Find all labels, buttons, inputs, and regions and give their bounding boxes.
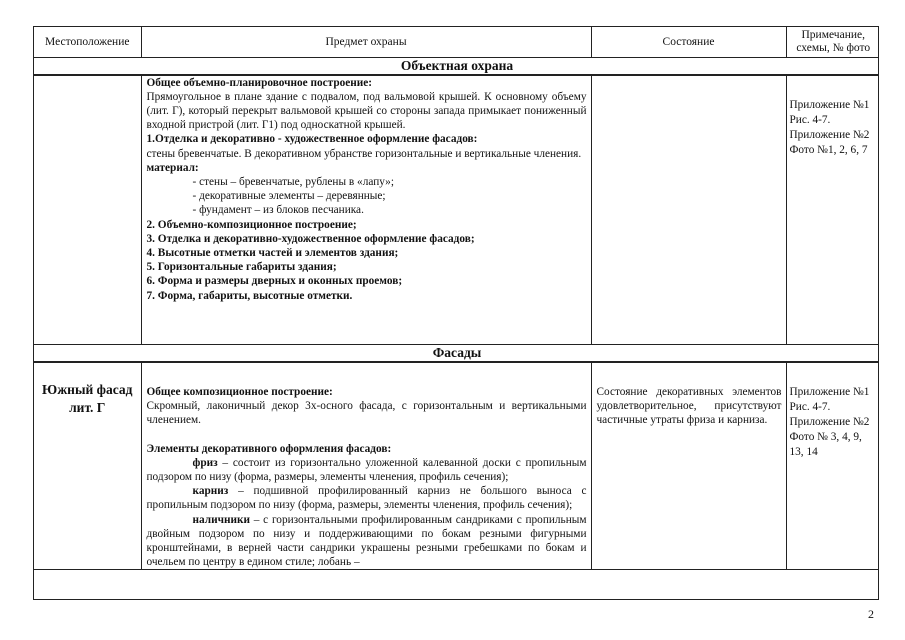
state-cell xyxy=(591,75,786,345)
note-line: Приложение №1 xyxy=(789,386,870,398)
table-row xyxy=(34,75,879,345)
list-item: 7. Форма, габариты, высотные отметки. xyxy=(146,289,353,302)
note-line: Приложение №1 xyxy=(789,98,870,111)
general-heading: Общее объемно-планировочное построение: xyxy=(146,76,373,89)
header-state: Состояние xyxy=(591,27,786,57)
item-heading: 1.Отделка и декоративно - художественное оформление фасадов: xyxy=(146,133,478,146)
list-item: 4. Высотные отметки частей и элементов здания; xyxy=(146,246,399,259)
page-number: 2 xyxy=(868,607,874,621)
cornice-text: – подшивной профилированный карниз не большого выноса с пропильным подзором по низу (форма, размеры, элементы членения, профиль сечения); xyxy=(146,485,587,512)
frieze-paragraph xyxy=(147,456,587,484)
location-cell: Южный фасад лит. Г xyxy=(34,362,141,570)
cornice-paragraph xyxy=(147,484,587,512)
note-line: Приложение №2 xyxy=(789,128,870,141)
elements-heading: Элементы декоративного оформления фасадов: xyxy=(146,442,392,455)
location-cell xyxy=(34,75,141,345)
note-line: Рис. 4-7. xyxy=(789,113,831,126)
protection-table xyxy=(34,27,879,570)
general-text: Прямоугольное в плане здание с подвалом, под вальмовой крышей. К основному объему (лит. Г), который перекрыт вальмовой крышей со стороны запада примыкает пониженный входной пристрой (лит. Г1) под односкатной крышей. xyxy=(146,90,587,132)
cornice-term: карниз xyxy=(192,485,229,498)
list-item: 3. Отделка и декоративно-художественное оформление фасадов; xyxy=(146,232,475,245)
header-notes: Примечание, схемы, № фото xyxy=(786,27,879,57)
note-line: Фото №1, 2, 6, 7 xyxy=(789,143,868,156)
state-cell xyxy=(591,362,786,570)
trim-text: – с горизонтальными профилированным сандриками с пропильным двойным подзором по низу и поддерживающими по бокам резными фигурными кронштейнами, в верней части сандрики украшены резными гребешками по бокам и очельем по центру в едином стиле; лобань – xyxy=(146,513,587,569)
note-line: Фото № 3, 4, 9, 13, 14 xyxy=(789,431,862,458)
material-item: - стены – бревенчатые, рублены в «лапу»; xyxy=(192,175,394,188)
list-item: 6. Форма и размеры дверных и оконных проемов; xyxy=(146,275,403,288)
general-text: Скромный, лаконичный декор 3х-осного фасада, с горизонтальным и вертикальными членением. xyxy=(146,400,587,427)
header-location: Местоположение xyxy=(34,27,141,57)
general-heading: Общее композиционное построение: xyxy=(146,386,333,398)
document-table-frame xyxy=(33,26,879,600)
state-text: Состояние декоративных элементов удовлетворительное, присутствуют частичные утраты фриза и карниза. xyxy=(596,386,782,427)
trim-term: наличники xyxy=(192,513,251,526)
note-line: Рис. 4-7. xyxy=(789,401,831,413)
notes-cell xyxy=(786,362,879,570)
section-title: Фасады xyxy=(34,345,879,363)
material-item: - фундамент – из блоков песчаника. xyxy=(192,204,364,217)
item-text: стены бревенчатые. В декоративном убранстве горизонтальные и вертикальные членения. xyxy=(146,147,582,160)
header-row xyxy=(34,27,879,57)
section-row-object xyxy=(34,57,879,75)
material-item: - декоративные элементы – деревянные; xyxy=(192,190,386,203)
list-item: 2. Объемно-композиционное построение; xyxy=(146,218,357,231)
trim-paragraph xyxy=(147,513,587,570)
frieze-text: – состоит из горизонтально уложенной калеванной доски с пропильным подзором по низу (форма, размеры, элементы членения, профиль сечения); xyxy=(146,456,587,484)
material-heading: материал: xyxy=(146,161,199,174)
section-title: Объектная охрана xyxy=(34,57,879,75)
subject-cell xyxy=(141,75,591,345)
table-row xyxy=(34,362,879,570)
section-row-facades xyxy=(34,345,879,363)
list-item: 5. Горизонтальные габариты здания; xyxy=(146,261,337,274)
frieze-term: фриз xyxy=(192,456,218,469)
note-line: Приложение №2 xyxy=(789,416,870,428)
header-subject: Предмет охраны xyxy=(141,27,591,57)
notes-cell xyxy=(786,75,879,345)
subject-cell xyxy=(141,362,591,570)
